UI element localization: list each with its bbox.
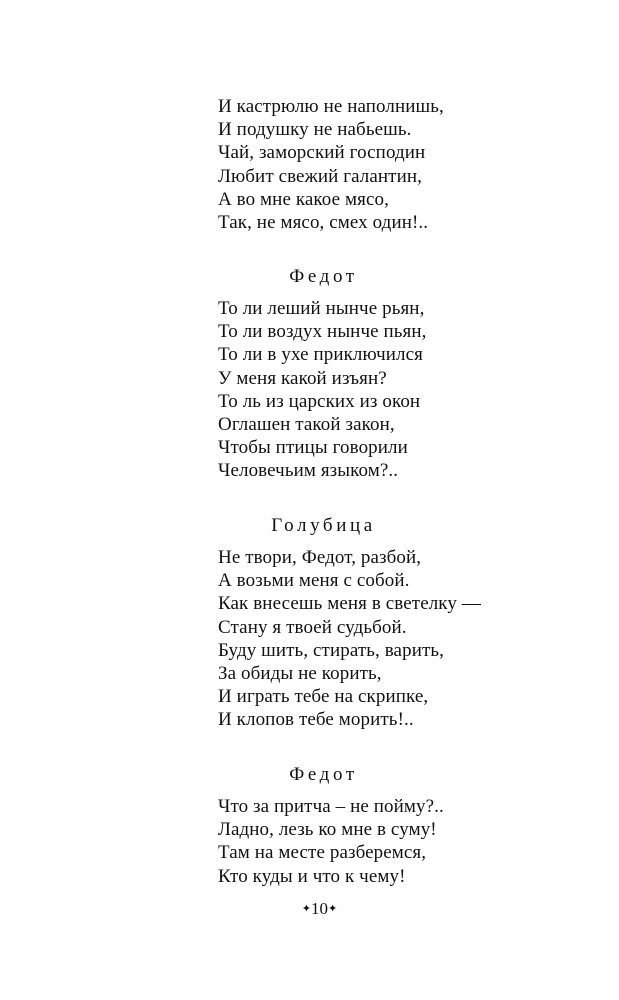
verse-line: Буду шить, стирать, варить,: [218, 639, 444, 661]
verse-line: Оглашен такой закон,: [218, 414, 395, 436]
verse-line: Не твори, Федот, разбой,: [218, 547, 422, 568]
verse-line: А во мне какое мясо,: [218, 188, 389, 210]
verse-line: Кто куды и что к чему!: [218, 865, 406, 887]
stanza-1: [218, 95, 578, 234]
page-number: 10: [311, 899, 328, 918]
verse-line: За обиды не корить,: [218, 663, 382, 685]
verse-line: И играть тебе на скрипке,: [218, 686, 429, 708]
speaker-name: Федот: [289, 266, 358, 287]
verse-line: У меня какой изъян?: [218, 367, 387, 389]
verse-line: То ли воздух нынче пьян,: [218, 321, 427, 343]
star-ornament-icon: ✦: [328, 903, 338, 915]
verse-line: Что за притча – не пойму?..: [218, 796, 444, 817]
stanza-2: [218, 297, 578, 483]
verse-line: То ли в ухе приключился: [218, 344, 423, 366]
verse-line: Так, не мясо, смех один!..: [218, 212, 429, 234]
verse-line: Стану я твоей судьбой.: [218, 616, 407, 638]
verse-line: А возьми меня с собой.: [218, 570, 410, 592]
verse-line: Человечьим языком?..: [218, 460, 399, 482]
verse-line: И клопов тебе морить!..: [218, 709, 414, 731]
star-ornament-icon: ✦: [301, 903, 311, 915]
verse-line: И кастрюлю не наполнишь,: [218, 96, 444, 117]
verse-line: Чай, заморский господин: [218, 142, 426, 164]
page-number-footer: [0, 899, 619, 919]
verse-line: Любит свежий галантин,: [218, 165, 422, 187]
verse-line: То ли леший нынче рьян,: [218, 298, 425, 319]
verse-line: И подушку не набьешь.: [218, 119, 412, 141]
verse-line: Как внесешь меня в светелку —: [218, 593, 481, 615]
stanza-4: [218, 795, 578, 888]
speaker-name: Федот: [289, 764, 358, 785]
stanza-3: [218, 546, 578, 732]
verse-line: Ладно, лезь ко мне в суму!: [218, 819, 437, 841]
speaker-name: Голубица: [271, 515, 376, 536]
verse-line: Там на месте разберемся,: [218, 842, 427, 864]
verse-line: Чтобы птицы говорили: [218, 437, 408, 459]
verse-line: То ль из царских из окон: [218, 390, 421, 412]
